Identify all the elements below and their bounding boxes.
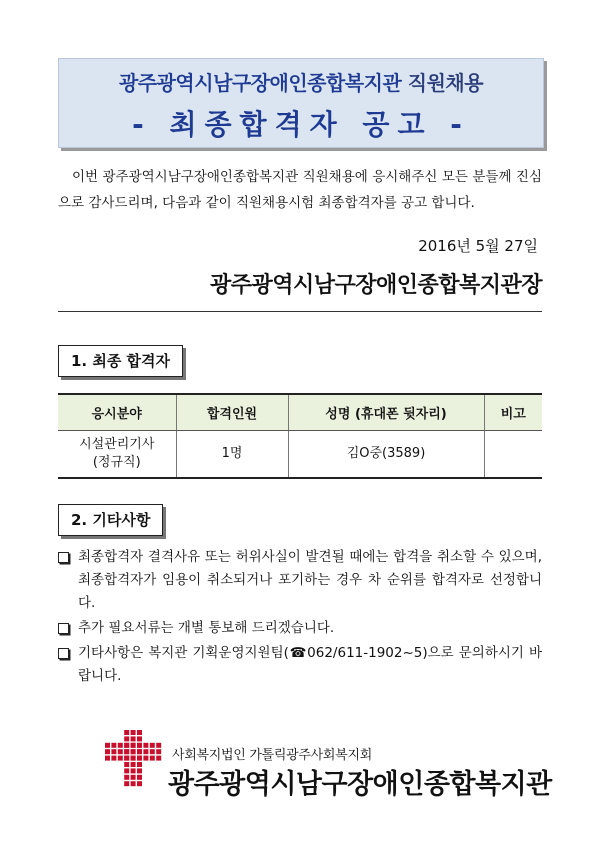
logo-tile [124, 743, 129, 748]
logo-tile [118, 743, 123, 748]
header-note: 비고 [484, 394, 542, 431]
logo-tile [124, 749, 129, 754]
note-text: 추가 필요서류는 개별 통보해 드리겠습니다. [78, 620, 335, 636]
logo-tile [137, 768, 142, 773]
logo-tile [131, 730, 136, 735]
logo-tile [124, 781, 129, 786]
logo-tile [131, 768, 136, 773]
header-name: 성명 (휴대폰 뒷자리) [288, 394, 484, 431]
list-item [58, 617, 542, 640]
logo-tile [156, 756, 161, 761]
cell-field [58, 431, 176, 479]
logo-tile [143, 756, 148, 761]
result-table [58, 393, 542, 479]
logo-tile [118, 749, 123, 754]
logo-tile [105, 749, 110, 754]
header-title-suffix: 직원채용 [407, 71, 484, 95]
logo-tile [137, 762, 142, 767]
logo-tile [124, 768, 129, 773]
checkbox-bullet-icon [58, 552, 69, 563]
header-count: 합격인원 [176, 394, 288, 431]
note-text: 기타사항은 복지관 기획운영지원팀(☎062/611-1902~5)으로 문의하시기 바랍니다. [78, 645, 542, 684]
logo-tile [131, 781, 136, 786]
announcement-date: 2016년 5월 27일 [418, 237, 538, 255]
logo-tile [137, 781, 142, 786]
logo-tile [111, 756, 116, 761]
logo-tile [124, 736, 129, 741]
logo-tile [105, 756, 110, 761]
header-field: 응시분야 [58, 394, 176, 431]
logo-tile [137, 736, 142, 741]
checkbox-bullet-icon [58, 623, 69, 634]
header-title [59, 67, 543, 96]
logo-tile [111, 749, 116, 754]
logo-tile [150, 756, 155, 761]
logo-tile [156, 743, 161, 748]
logo-tile [111, 743, 116, 748]
logo-tile [124, 762, 129, 767]
logo-tile [156, 749, 161, 754]
logo-tile [150, 749, 155, 754]
note-text: 최종합격자 결격사유 또는 허위사실이 발견될 때에는 합격을 취소할 수 있으며, 최종합격자가 임용이 취소되거나 포기하는 경우 차 순위를 합격자로 선정합니다. [78, 549, 542, 611]
logo-tile [124, 775, 129, 780]
cell-note [484, 431, 542, 479]
logo-tile [150, 743, 155, 748]
section-final-passers-label: 1. 최종 합격자 [58, 345, 183, 377]
list-item [58, 642, 542, 688]
signer-name: 광주광역시남구장애인종합복지관장 [209, 273, 542, 298]
footer-org-sub: 사회복지법인 가톨릭광주사회복지회 [172, 748, 372, 763]
table-row [58, 431, 542, 479]
field-employment-type: (정규직) [92, 455, 141, 470]
header-banner [58, 58, 544, 148]
list-item [58, 546, 542, 615]
logo-tile [131, 775, 136, 780]
notes-list [58, 546, 542, 690]
table-header-row [58, 394, 542, 431]
logo-tile [131, 762, 136, 767]
footer-org-name: 광주광역시남구장애인종합복지관 [168, 769, 552, 800]
header-org-name: 광주광역시남구장애인종합복지관 [118, 71, 402, 95]
logo-tile [124, 730, 129, 735]
logo-tile [137, 730, 142, 735]
logo-tile [143, 743, 148, 748]
section-other-notes-label: 2. 기타사항 [58, 504, 163, 536]
cell-count: 1명 [176, 431, 288, 479]
logo-tile [137, 775, 142, 780]
logo-tile [137, 743, 142, 748]
header-subtitle: - 최종합격자 공고 - [132, 108, 470, 141]
logo-tile [143, 749, 148, 754]
intro-text: 이번 광주광역시남구장애인종합복지관 직원채용에 응시해주신 모든 분들께 진심으로 감사드리며, 다음과 같이 직원채용시험 최종합격자를 공고 합니다. [58, 169, 542, 211]
logo-tile [124, 756, 129, 761]
field-title: 시설관리기사 [79, 437, 155, 452]
checkbox-bullet-icon [58, 648, 69, 659]
logo-tile [131, 743, 136, 748]
logo-tile [118, 756, 123, 761]
logo-tile [137, 749, 142, 754]
intro-paragraph [58, 164, 542, 216]
logo-tile [131, 736, 136, 741]
cell-name: 김O중(3589) [288, 431, 484, 479]
divider [58, 311, 542, 312]
logo-tile [131, 756, 136, 761]
cross-logo-icon [105, 730, 163, 788]
logo-tile [137, 756, 142, 761]
logo-tile [131, 749, 136, 754]
logo-tile [105, 743, 110, 748]
